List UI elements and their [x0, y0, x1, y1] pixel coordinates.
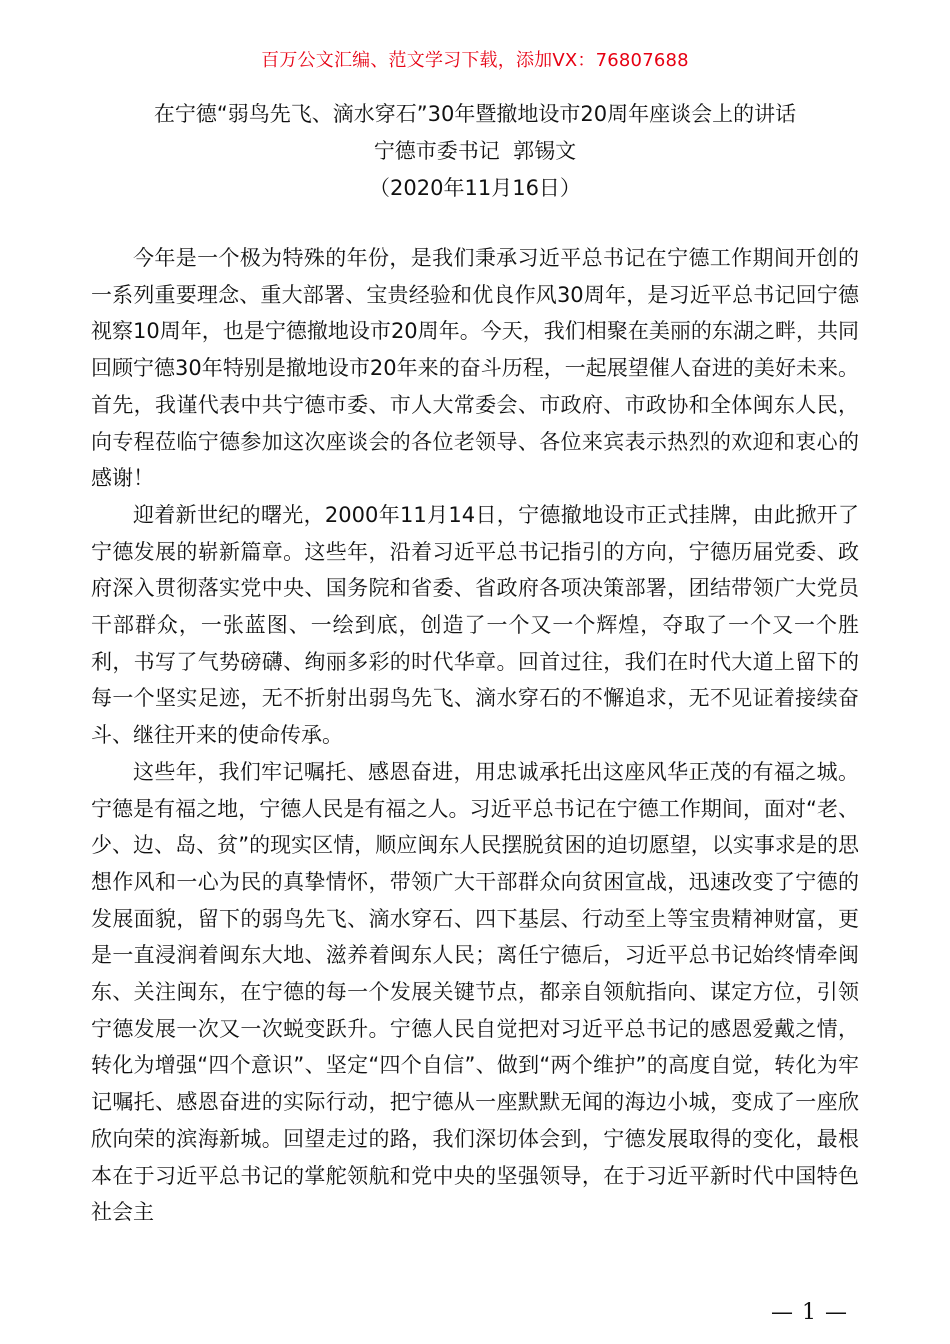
watermark-banner: 百万公文汇编、范文学习下载，添加VX：76807688: [261, 50, 689, 71]
body-paragraph-3: 这些年，我们牢记嘱托、感恩奋进，用忠诚承托出这座风华正茂的有福之城。宁德是有福之地，宁德人民是有福之人。习近平总书记在宁德工作期间，面对“老、少、边、岛、贫”的现实区情，顺应闽东人民摆脱贫困的迫切愿望，以实事求是的思想作风和一心为民的真挚情怀，带领广大干部群众向贫困宣战，迅速改变了宁德的发展面貌，留下的弱鸟先飞、滴水穿石、四下基层、行动至上等宝贵精神财富，更是一直浸润着闽东大地、滋养着闽东人民；离任宁德后，习近平总书记始终情牵闽东、关注闽东，在宁德的每一个发展关键节点，都亲自领航指向、谋定方位，引领宁德发展一次又一次蜕变跃升。宁德人民自觉把对习近平总书记的感恩爱戴之情，转化为增强“四个意识”、坚定“四个自信”、做到“两个维护”的高度自觉，转化为牢记嘱托、感恩奋进的实际行动，把宁德从一座默默无闻的海边小城，变成了一座欣欣向荣的滨海新城。回望走过的路，我们深切体会到，宁德发展取得的变化，最根本在于习近平总书记的掌舵领航和党中央的坚强领导，在于习近平新时代中国特色社会主: [91, 759, 859, 1225]
document-title: 在宁德“弱鸟先飞、滴水穿石”30年暨撤地设市20周年座谈会上的讲话: [153, 102, 797, 126]
body-paragraph-2: 迎着新世纪的曙光，2000年11月14日，宁德撤地设市正式挂牌，由此掀开了宁德发展的崭新篇章。这些年，沿着习近平总书记指引的方向，宁德历届党委、政府深入贯彻落实党中央、国务院和省委、省政府各项决策部署，团结带领广大党员干部群众，一张蓝图、一绘到底，创造了一个又一个辉煌，夺取了一个又一个胜利，书写了气势磅礴、绚丽多彩的时代华章。回首过往，我们在时代大道上留下的每一个坚实足迹，无不折射出弱鸟先飞、滴水穿石的不懈追求，无不见证着接续奋斗、继往开来的使命传承。: [91, 502, 859, 748]
page-number: — 1 —: [771, 1300, 848, 1325]
title-block: [0, 96, 950, 207]
body-paragraph-1: 今年是一个极为特殊的年份，是我们秉承习近平总书记在宁德工作期间开创的一系列重要理念、重大部署、宝贵经验和优良作风30周年，是习近平总书记回宁德视察10周年，也是宁德撤地设市20周年。今天，我们相聚在美丽的东湖之畔，共同回顾宁德30年特别是撤地设市20年来的奋斗历程，一起展望催人奋进的美好未来。首先，我谨代表中共宁德市委、市人大常委会、市政府、市政协和全体闽东人民，向专程莅临宁德参加这次座谈会的各位老领导、各位来宾表示热烈的欢迎和衷心的感谢！: [91, 246, 859, 491]
document-body: [91, 240, 859, 1231]
document-author: 宁德市委书记 郭锡文: [373, 139, 577, 163]
document-date: （2020年11月16日）: [369, 176, 581, 200]
